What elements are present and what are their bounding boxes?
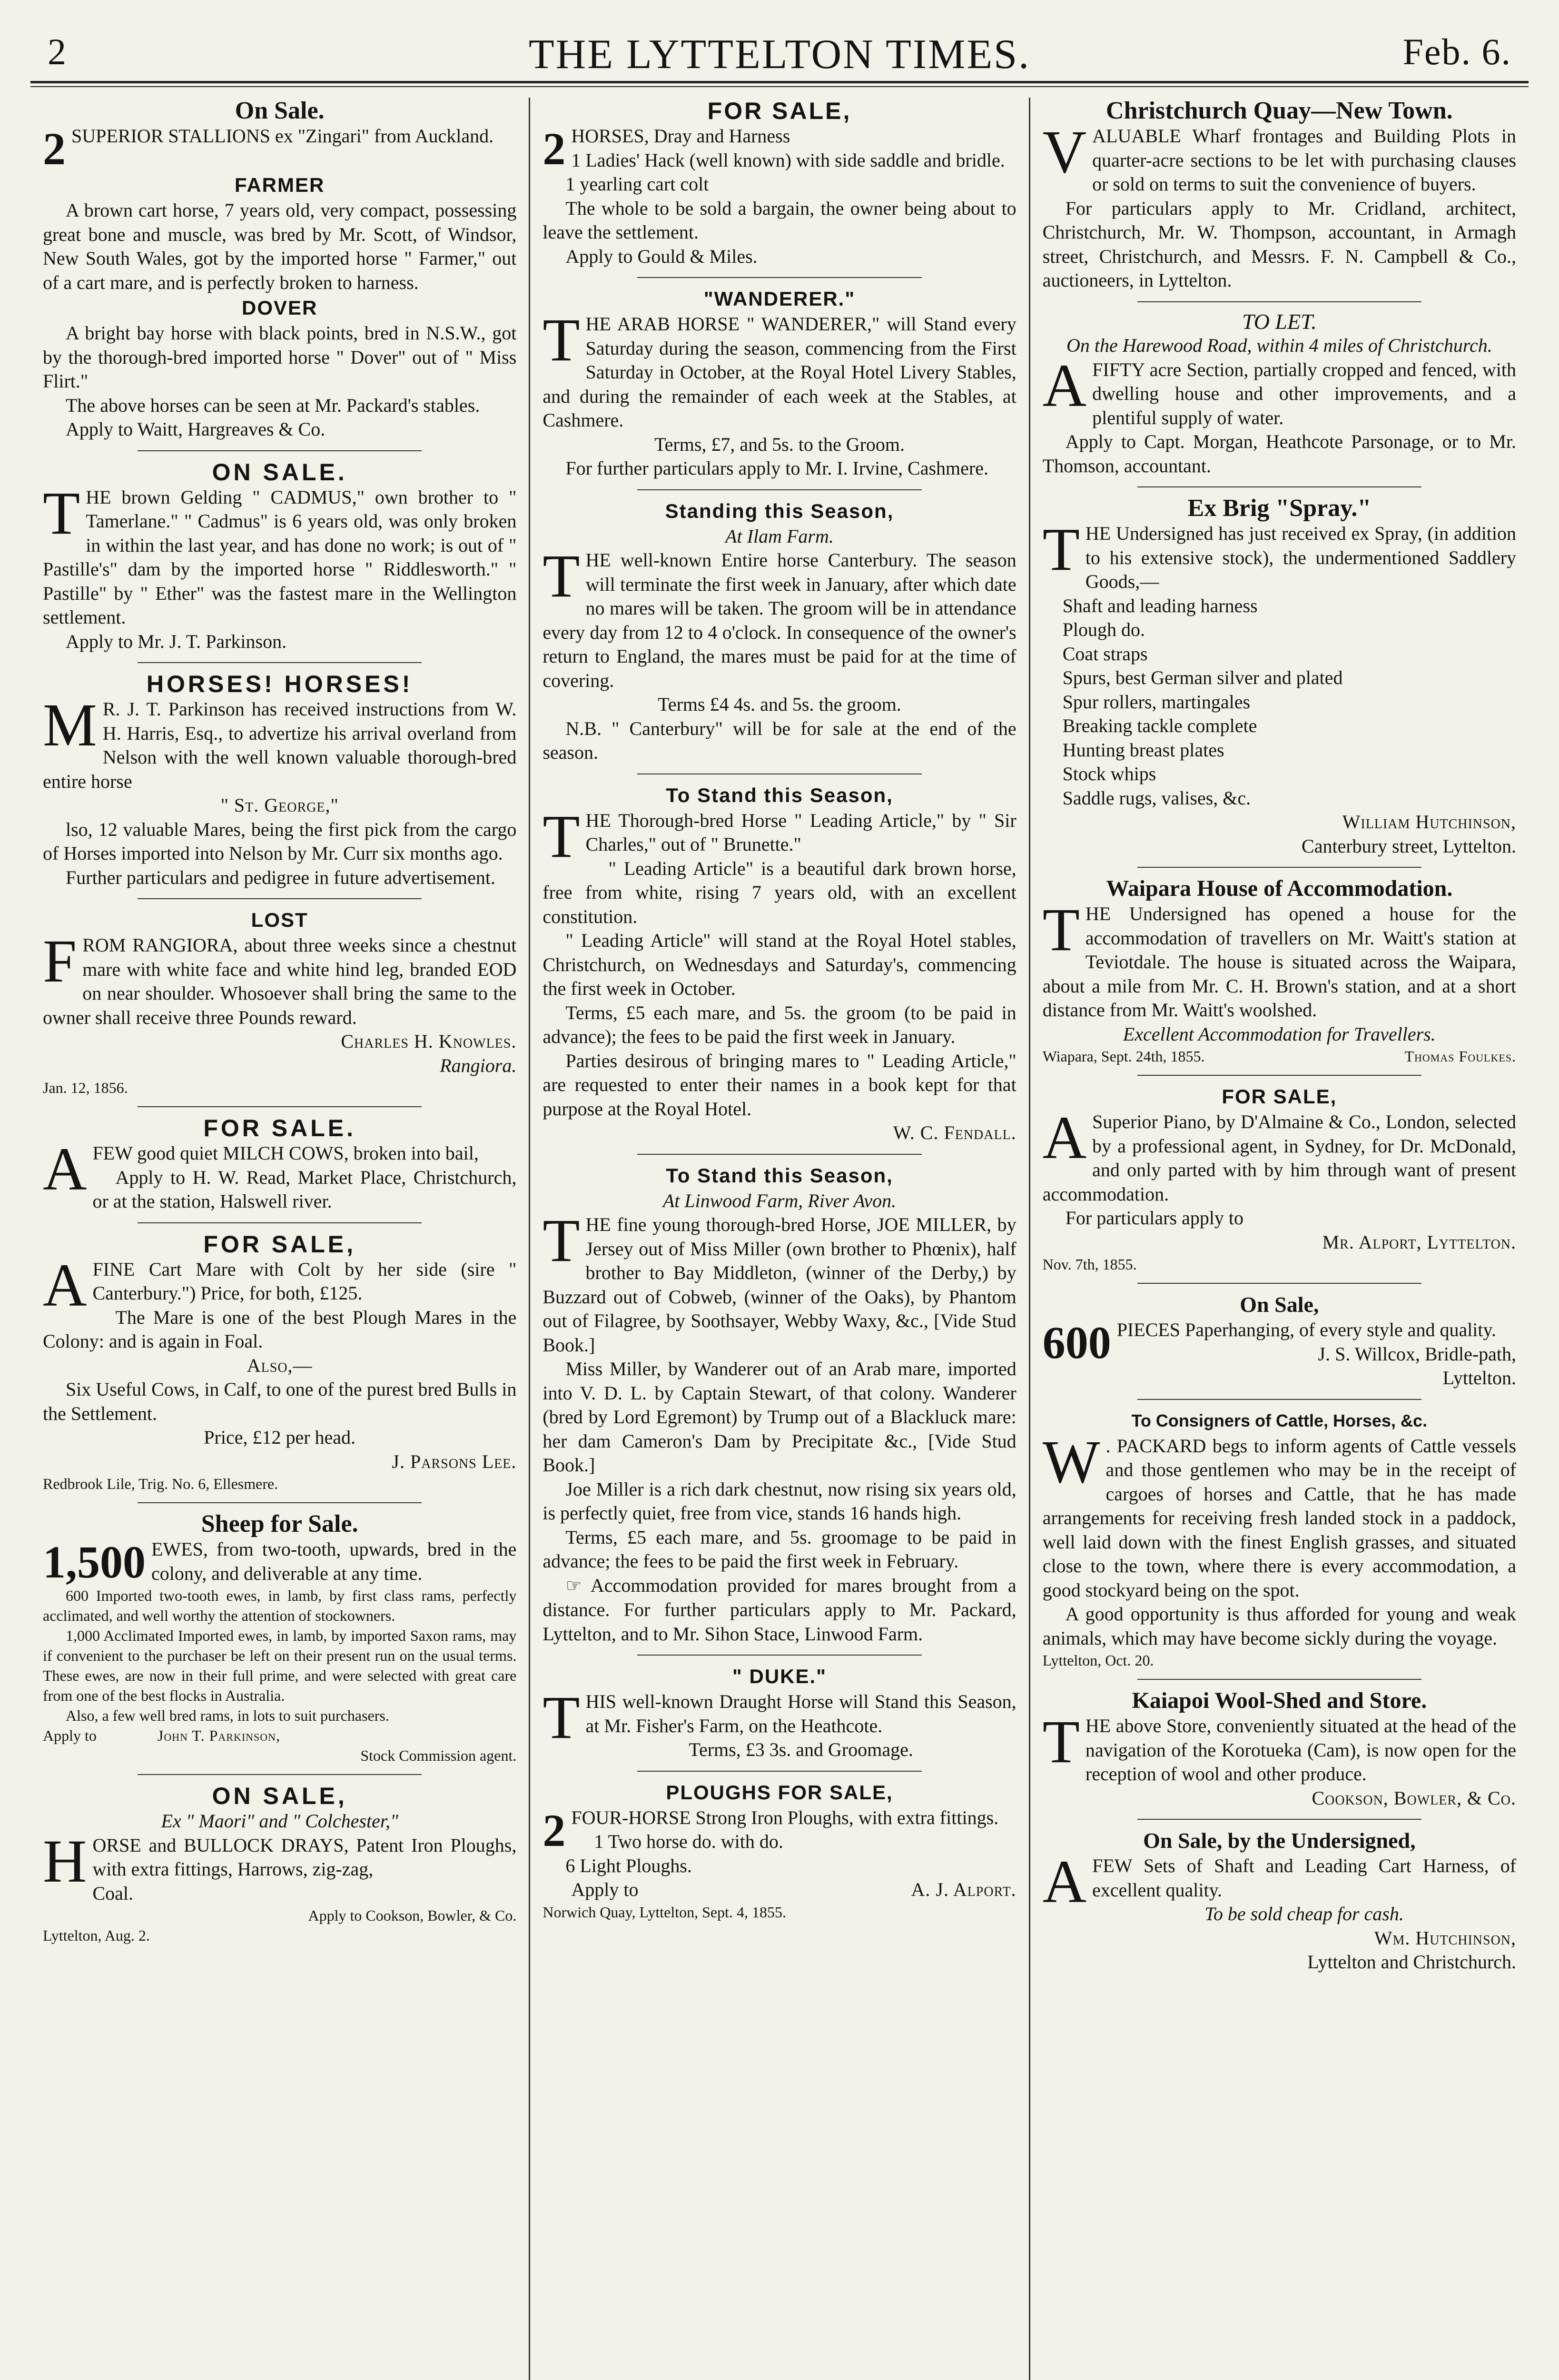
ad-text: 6 Light Ploughs. <box>565 1854 692 1876</box>
ad-text: Parties desirous of bringing mares to " Leading Article," are requested to enter their names in a book kept for that purpose at the Royal Hotel. <box>543 1050 1016 1120</box>
horse-name: DOVER <box>241 297 318 319</box>
ad-text: lso, 12 valuable Mares, being the first pick from the cargo of Horses imported into Nelson by Mr. Curr six months ago. <box>43 818 517 864</box>
ad-apply-label: Apply to <box>571 1879 639 1900</box>
divider <box>138 1106 422 1107</box>
ad-text: R. J. T. Parkinson has received instructions from W. H. Harris, Esq., to advertize his arrival overland from Nelson with the well known valuable thorough-bred entire horse <box>43 698 517 792</box>
ad-text-inner: Accommodation provided for mares brought from a distance. For further particulars apply to Mr. Packard, Lyttelton, and to Mr. Sihon Stace, Linwood Farm. <box>543 1574 1016 1645</box>
ad-horses-sale <box>543 98 1016 268</box>
list-item: Coat straps <box>1062 643 1148 664</box>
ad-signature: J. S. Willcox, Bridle-path, <box>1318 1343 1517 1365</box>
list-item: Hunting breast plates <box>1062 739 1224 761</box>
list-item: Spur rollers, martingales <box>1062 691 1251 713</box>
ad-signature: William Hutchinson, <box>1342 811 1517 833</box>
horse-name: " St. George," <box>220 794 339 816</box>
ad-text: ALUABLE Wharf frontages and Building Plots in quarter-acre sections to be let with purchasing clauses or sold on terms to suit the convenience of buyers. <box>1092 125 1517 195</box>
ad-subheading: Ex " Maori" and " Colchester," <box>161 1810 398 1832</box>
drop-cap: F <box>43 927 77 995</box>
ad-heading: Standing this Season, <box>665 499 894 522</box>
divider <box>138 450 422 451</box>
drop-cap: T <box>543 542 580 610</box>
ad-text: Terms, £5 each mare, and 5s. groomage to be paid in advance; the fees to be paid the first week in February. <box>543 1526 1016 1572</box>
drop-cap: T <box>543 1207 580 1274</box>
drop-cap: M <box>43 691 97 759</box>
ad-paperhanging <box>1043 1291 1516 1390</box>
ad-text: HE above Store, conveniently situated at the head of the navigation of the Korotueka (Cam), is now open for the reception of wool and other produce. <box>1085 1715 1517 1785</box>
drop-cap: T <box>43 479 80 547</box>
ad-text: The Mare is one of the best Plough Mares in the Colony: and is again in Foal. <box>43 1306 517 1352</box>
ad-piano <box>1043 1083 1516 1274</box>
ad-text: Coal. <box>92 1882 133 1904</box>
ad-stallions <box>43 98 516 442</box>
ad-text: For particulars apply to <box>1065 1207 1244 1229</box>
pointing-hand-icon: ☞ <box>565 1576 582 1596</box>
ad-signature: Wm. Hutchinson, <box>1374 1927 1517 1949</box>
ad-signature: J. Parsons Lee. <box>392 1450 517 1472</box>
ad-text: FIFTY acre Section, partially cropped and fenced, with dwelling house and other improvements, and a plentiful supply of water. <box>1092 358 1517 428</box>
ad-address: Norwich Quay, Lyttelton, Sept. 4, 1855. <box>543 1903 786 1921</box>
ad-terms: Terms, £7, and 5s. to the Groom. <box>654 433 905 455</box>
ad-signature: A. J. Alport. <box>911 1879 1016 1900</box>
drop-cap: T <box>543 802 580 870</box>
list-item: Shaft and leading harness <box>1062 595 1258 616</box>
issue-date: Feb. 6. <box>1402 31 1511 72</box>
list-item: Plough do. <box>1062 619 1145 640</box>
ad-text: HE well-known Entire horse Canterbury. The season will terminate the first week in January, after which date no mares will be taken. The groom will be in attendance every day from 12 to 4 o'clock. In consequence of the owner's return to England, the mares must be paid for at the time of covering. <box>543 549 1016 691</box>
drop-cap: T <box>543 1684 580 1751</box>
ad-signature: Charles H. Knowles. <box>341 1031 517 1052</box>
ad-text: Joe Miller is a rich dark chestnut, now rising six years old, is perfectly quiet, free from vice, stands 16 hands high. <box>543 1478 1016 1524</box>
ad-intro: SUPERIOR STALLIONS ex "Zingari" from Auckland. <box>71 125 494 147</box>
divider <box>138 1502 422 1503</box>
ad-text: A brown cart horse, 7 years old, very compact, possessing great bone and muscle, was bred by Mr. Scott, of Windsor, New South Wales, got by the imported horse " Farmer," out of a cart mare, and is perfectly broken to harness. <box>43 199 517 293</box>
ad-heading: Kaiapoi Wool-Shed and Store. <box>1132 1688 1427 1713</box>
divider <box>1137 1283 1421 1284</box>
page-number: 2 <box>48 31 66 72</box>
ad-heading: To Stand this Season, <box>666 1164 893 1187</box>
ad-heading: ON SALE, <box>212 1783 347 1809</box>
ad-wanderer <box>543 286 1016 481</box>
ad-text: Further particulars and pedigree in future advertisement. <box>66 866 495 888</box>
ad-text: HE Undersigned has opened a house for the accommodation of travellers on Mr. Waitt's station at Teviotdale. The house is situated across the Waipara, about a mile from Mr. C. H. Brown's station, and at a short distance from Mr. Waitt's woolshed. <box>1042 903 1517 1021</box>
ad-harness <box>1043 1827 1516 1974</box>
ad-heading: To Stand this Season, <box>666 783 893 806</box>
ad-drays <box>43 1783 516 1945</box>
ad-heading: PLOUGHS FOR SALE, <box>666 1781 893 1804</box>
divider <box>1137 486 1421 487</box>
ad-text: For further particulars apply to Mr. I. Irvine, Cashmere. <box>565 457 988 479</box>
ad-text: Superior Piano, by D'Almaine & Co., London, selected by a professional agent, in Sydney, for Dr. McDonald, and only parted with by him through want of present accommodation. <box>1042 1111 1517 1205</box>
ad-heading: "WANDERER." <box>703 288 856 310</box>
ad-signature: John T. Parkinson, <box>157 1727 281 1744</box>
ad-heading: ON SALE. <box>212 458 347 486</box>
ad-text: FINE Cart Mare with Colt by her side (sire " Canterbury.") Price, for both, £125. <box>92 1258 517 1304</box>
ad-apply: Apply to Gould & Miles. <box>565 245 758 267</box>
ad-christchurch-quay <box>1043 98 1516 293</box>
divider <box>1137 1399 1421 1400</box>
ad-date: Nov. 7th, 1855. <box>1042 1256 1137 1273</box>
divider <box>637 1655 921 1656</box>
ad-also: Also,— <box>247 1354 313 1376</box>
drop-number: 2 <box>43 123 66 174</box>
drop-cap: V <box>1042 118 1087 186</box>
ad-heading: FOR SALE, <box>203 1230 356 1258</box>
ad-address: Lyttelton and Christchurch. <box>1307 1951 1517 1973</box>
masthead <box>30 24 1529 81</box>
ad-leading-article <box>543 782 1016 1145</box>
ad-subheading: On the Harewood Road, within 4 miles of Christchurch. <box>1066 335 1492 356</box>
ad-address: Redbrook Lile, Trig. No. 6, Ellesmere. <box>43 1475 278 1492</box>
ad-text: Terms, £5 each mare, and 5s. the groom (to be paid in advance); the fees to be paid the first week in January. <box>543 1002 1016 1047</box>
ad-apply-label: Apply to <box>43 1727 97 1744</box>
ad-heading: HORSES! HORSES! <box>146 671 413 697</box>
ad-text: 1,000 Acclimated Imported ewes, in lamb, by imported Saxon rams, may if convenient to the purchaser be left on their present run on the usual terms. These ewes, are now in their full prime, and were selected with great care from one of the best flocks in Australia. <box>43 1627 517 1704</box>
ad-heading: FOR SALE. <box>203 1115 356 1141</box>
ad-text: . PACKARD begs to inform agents of Cattle vessels and those gentlemen who may be in the receipt of cargoes of horses and Cattle, that he has made arrangements for receiving fresh landed stock in a paddock, well laid down with the finest English grasses, and situated close to the town, where there is every accommodation, a good stockyard being on the spot. <box>1042 1435 1517 1601</box>
drop-cap: A <box>1042 351 1087 419</box>
divider <box>138 898 422 899</box>
divider <box>1137 867 1421 868</box>
divider <box>1137 1819 1421 1820</box>
ad-text: A good opportunity is thus afforded for young and weak animals, which may have become sickly during the voyage. <box>1042 1603 1517 1649</box>
drop-cap: A <box>1042 1848 1087 1915</box>
drop-cap: W <box>1042 1428 1100 1496</box>
column-2 <box>530 98 1028 2380</box>
divider <box>637 1771 921 1772</box>
drop-number: 600 <box>1042 1317 1111 1368</box>
ad-text: Six Useful Cows, in Calf, to one of the purest bred Bulls in the Settlement. <box>43 1378 517 1424</box>
ad-text: HIS well-known Draught Horse will Stand this Season, at Mr. Fisher's Farm, on the Heathcote. <box>585 1691 1016 1736</box>
ad-consigners <box>1043 1408 1516 1671</box>
ad-duke <box>543 1663 1016 1762</box>
ad-signature: Cookson, Bowler, & Co. <box>1312 1787 1517 1809</box>
ad-heading: " DUKE." <box>732 1665 827 1687</box>
ad-text: FEW Sets of Shaft and Leading Cart Harness, of excellent quality. <box>1092 1855 1517 1901</box>
ad-heading: To Consigners of Cattle, Horses, &c. <box>1131 1410 1428 1430</box>
divider <box>637 277 921 278</box>
ad-date: Lyttelton, Aug. 2. <box>43 1927 150 1944</box>
ad-text: 1 Two horse do. with do. <box>594 1831 783 1852</box>
ad-subheading: At Ilam Farm. <box>725 525 834 547</box>
drop-number: 1,500 <box>43 1537 146 1587</box>
divider <box>138 1774 422 1775</box>
ad-text: HE fine young thorough-bred Horse, JOE MILLER, by Jersey out of Miss Miller (own brother to Phœnix), half brother to Bay Middleton, (winner of the Derby,) by Buzzard out of Cobweb, (winner of the Oaks), by Phantom out of Filagree, by Soothsayer, Webby Waxy, &c., [Vide Stud Book.] <box>543 1214 1016 1356</box>
divider <box>1137 301 1421 302</box>
drop-cap: T <box>543 306 580 374</box>
drop-cap: H <box>43 1827 87 1895</box>
divider <box>1137 1075 1421 1076</box>
ad-text: 600 Imported two-tooth ewes, in lamb, by first class rams, perfectly acclimated, and well worthy the attention of stockowners. <box>43 1587 517 1624</box>
ad-heading: TO LET. <box>1242 309 1317 334</box>
column-1 <box>30 98 529 2380</box>
ad-text: HE Undersigned has just received ex Spray, (in addition to his extensive stock), the undermentioned Saddlery Goods,— <box>1085 523 1517 592</box>
ad-text: EWES, from two-tooth, upwards, bred in the colony, and deliverable at any time. <box>151 1538 517 1584</box>
list-item: Breaking tackle complete <box>1062 715 1257 736</box>
divider <box>637 1154 921 1155</box>
ad-signature: Thomas Foulkes. <box>1404 1048 1517 1065</box>
divider <box>138 662 422 663</box>
ad-cart-mare <box>43 1231 516 1494</box>
ad-text: The whole to be sold a bargain, the owner being about to leave the settlement. <box>543 197 1016 243</box>
ad-text: HE Thorough-bred Horse " Leading Article," by " Sir Charles," out of " Brunette." <box>585 809 1016 855</box>
ad-milch-cows <box>43 1115 516 1214</box>
ad-text: Also, a few well bred rams, in lots to suit purchasers. <box>66 1707 389 1724</box>
ad-text: " Leading Article" will stand at the Royal Hotel stables, Christchurch, on Wednesdays and Saturday's, commencing the first week in October. <box>543 930 1016 999</box>
ad-address: Canterbury street, Lyttelton. <box>1302 835 1517 857</box>
newspaper-title: THE LYTTELTON TIMES. <box>528 31 1031 78</box>
column-3 <box>1030 98 1529 2380</box>
ad-to-let <box>1043 310 1516 478</box>
ad-signature: W. C. Fendall. <box>893 1122 1016 1143</box>
ad-lost <box>43 907 516 1098</box>
ad-text: Miss Miller, by Wanderer out of an Arab mare, imported into V. D. L. by Captain Stewart, of that colony. Wanderer (bred by Lord Egremont) by Trump out of a Blackluck mare: her dam Cameron's Dam by Precipitate &c., [Vide Stud Book.] <box>543 1358 1016 1476</box>
ad-heading: Christchurch Quay—New Town. <box>1106 98 1453 124</box>
ad-text: PIECES Paperhanging, of every style and quality. <box>1116 1319 1496 1340</box>
ad-subheading: At Linwood Farm, River Avon. <box>662 1190 897 1211</box>
ad-text: N.B. " Canterbury" will be for sale at the end of the season. <box>543 717 1016 763</box>
ad-text: HE ARAB HORSE " WANDERER," will Stand every Saturday during the season, commencing from the First Saturday in October, at the Royal Hotel Livery Stables, and during the remainder of each week at the Stables, at Cashmere. <box>543 313 1016 431</box>
ad-text: " Leading Article" is a beautiful dark brown horse, free from white, rising 7 years old, with an excellent constitution. <box>543 857 1016 927</box>
ad-ploughs <box>543 1779 1016 1922</box>
ad-cadmus <box>43 459 516 654</box>
ad-canterbury <box>543 498 1016 765</box>
ad-text: For particulars apply to Mr. Cridland, architect, Christchurch, Mr. W. Thompson, accountant, in Armagh street, Christchurch, and Messrs. F. N. Campbell & Co., auctioneers, in Lyttelton. <box>1042 197 1517 291</box>
ad-heading: On Sale, <box>1240 1292 1319 1317</box>
drop-cap: A <box>43 1135 87 1203</box>
ad-heading: LOST <box>251 909 308 931</box>
ad-signature: Mr. Alport, Lyttelton. <box>1322 1231 1517 1253</box>
masthead-rule <box>30 81 1529 87</box>
ad-joe-miller <box>543 1162 1016 1646</box>
list-item: Stock whips <box>1062 763 1156 784</box>
divider <box>1137 1679 1421 1680</box>
ad-subheading: Excellent Accommodation for Travellers. <box>1123 1023 1436 1045</box>
drop-number: 2 <box>543 123 566 174</box>
ad-text: FOUR-HORSE Strong Iron Ploughs, with extra fittings. <box>571 1806 999 1828</box>
ad-heading: FOR SALE, <box>707 98 852 124</box>
ad-place: Rangiora. <box>440 1054 517 1076</box>
ad-terms: Terms £4 4s. and 5s. the groom. <box>658 694 901 715</box>
ad-sheep <box>43 1511 516 1765</box>
ad-text: Apply to Capt. Morgan, Heathcote Parsonage, or to Mr. Thomson, accountant. <box>1042 431 1517 476</box>
drop-cap: A <box>1042 1104 1087 1171</box>
drop-cap: A <box>43 1251 87 1319</box>
ad-apply: Apply to H. W. Read, Market Place, Christchurch, or at the station, Halswell river. <box>92 1166 517 1212</box>
ad-spray <box>1043 495 1516 858</box>
ad-text: ROM RANGIORA, about three weeks since a chestnut mare with white face and white hind leg, branded EOD on near shoulder. Whosoever shall bring the same to the owner shall receive three Pounds reward. <box>43 934 517 1028</box>
divider <box>138 1222 422 1223</box>
list-item: Spurs, best German silver and plated <box>1062 667 1343 688</box>
drop-cap: T <box>1042 896 1080 963</box>
ad-text: FEW good quiet MILCH COWS, broken into bail, <box>92 1142 479 1164</box>
ad-heading: Ex Brig "Spray." <box>1187 495 1372 522</box>
ad-date: Jan. 12, 1856. <box>43 1079 128 1096</box>
ad-text: HE brown Gelding " CADMUS," own brother to " Tamerlane." " Cadmus" is 6 years old, was only broken in within the last year, and has done no work; is out of " Pastille's" dam by the imported horse " Riddlesworth." " Pastille" by " Ether" was the fastest mare in the Wellington settlement. <box>43 486 517 628</box>
ad-heading: Waipara House of Accommodation. <box>1106 876 1453 901</box>
ad-text: The above horses can be seen at Mr. Packard's stables. <box>66 394 480 416</box>
ad-date: Wiapara, Sept. 24th, 1855. <box>1042 1048 1205 1065</box>
ad-waipara <box>1043 875 1516 1066</box>
ad-text: ORSE and BULLOCK DRAYS, Patent Iron Ploughs, with extra fittings, Harrows, zig-zag, <box>92 1834 517 1880</box>
ad-apply: Apply to Mr. J. T. Parkinson. <box>66 630 287 652</box>
ad-text <box>543 1574 1016 1646</box>
ad-apply: Apply to Waitt, Hargreaves & Co. <box>66 418 326 440</box>
ad-text: 1 yearling cart colt <box>565 173 709 195</box>
ad-text: HORSES, Dray and Harness <box>571 125 790 147</box>
ad-apply: Apply to Cookson, Bowler, & Co. <box>308 1907 517 1924</box>
ad-text: 1 Ladies' Hack (well known) with side saddle and bridle. <box>571 149 1005 171</box>
ad-terms: Terms, £3 3s. and Groomage. <box>689 1739 913 1760</box>
ad-address: Lyttelton. <box>1442 1367 1517 1388</box>
drop-number: 2 <box>543 1805 566 1856</box>
horse-name: FARMER <box>235 174 325 196</box>
drop-cap: T <box>1042 516 1080 583</box>
ad-text: A bright bay horse with black points, bred in N.S.W., got by the thorough-bred imported horse " Dover" out of " Miss Flirt." <box>43 322 517 392</box>
divider <box>637 489 921 490</box>
ad-kaiapoi <box>1043 1687 1516 1810</box>
ad-date: Lyttelton, Oct. 20. <box>1042 1652 1154 1669</box>
drop-cap: T <box>1042 1708 1080 1775</box>
ad-heading: Sheep for Sale. <box>201 1510 358 1537</box>
columns <box>30 98 1529 2380</box>
ad-subheading: To be sold cheap for cash. <box>1204 1903 1404 1924</box>
ad-signature-title: Stock Commission agent. <box>360 1747 517 1764</box>
ad-horses <box>43 671 516 890</box>
ad-heading: On Sale. <box>235 98 325 124</box>
list-item: Saddle rugs, valises, &c. <box>1062 787 1251 809</box>
ad-heading: On Sale, by the Undersigned, <box>1143 1828 1416 1853</box>
ad-heading: FOR SALE, <box>1222 1085 1337 1108</box>
ad-price: Price, £12 per head. <box>204 1427 356 1448</box>
